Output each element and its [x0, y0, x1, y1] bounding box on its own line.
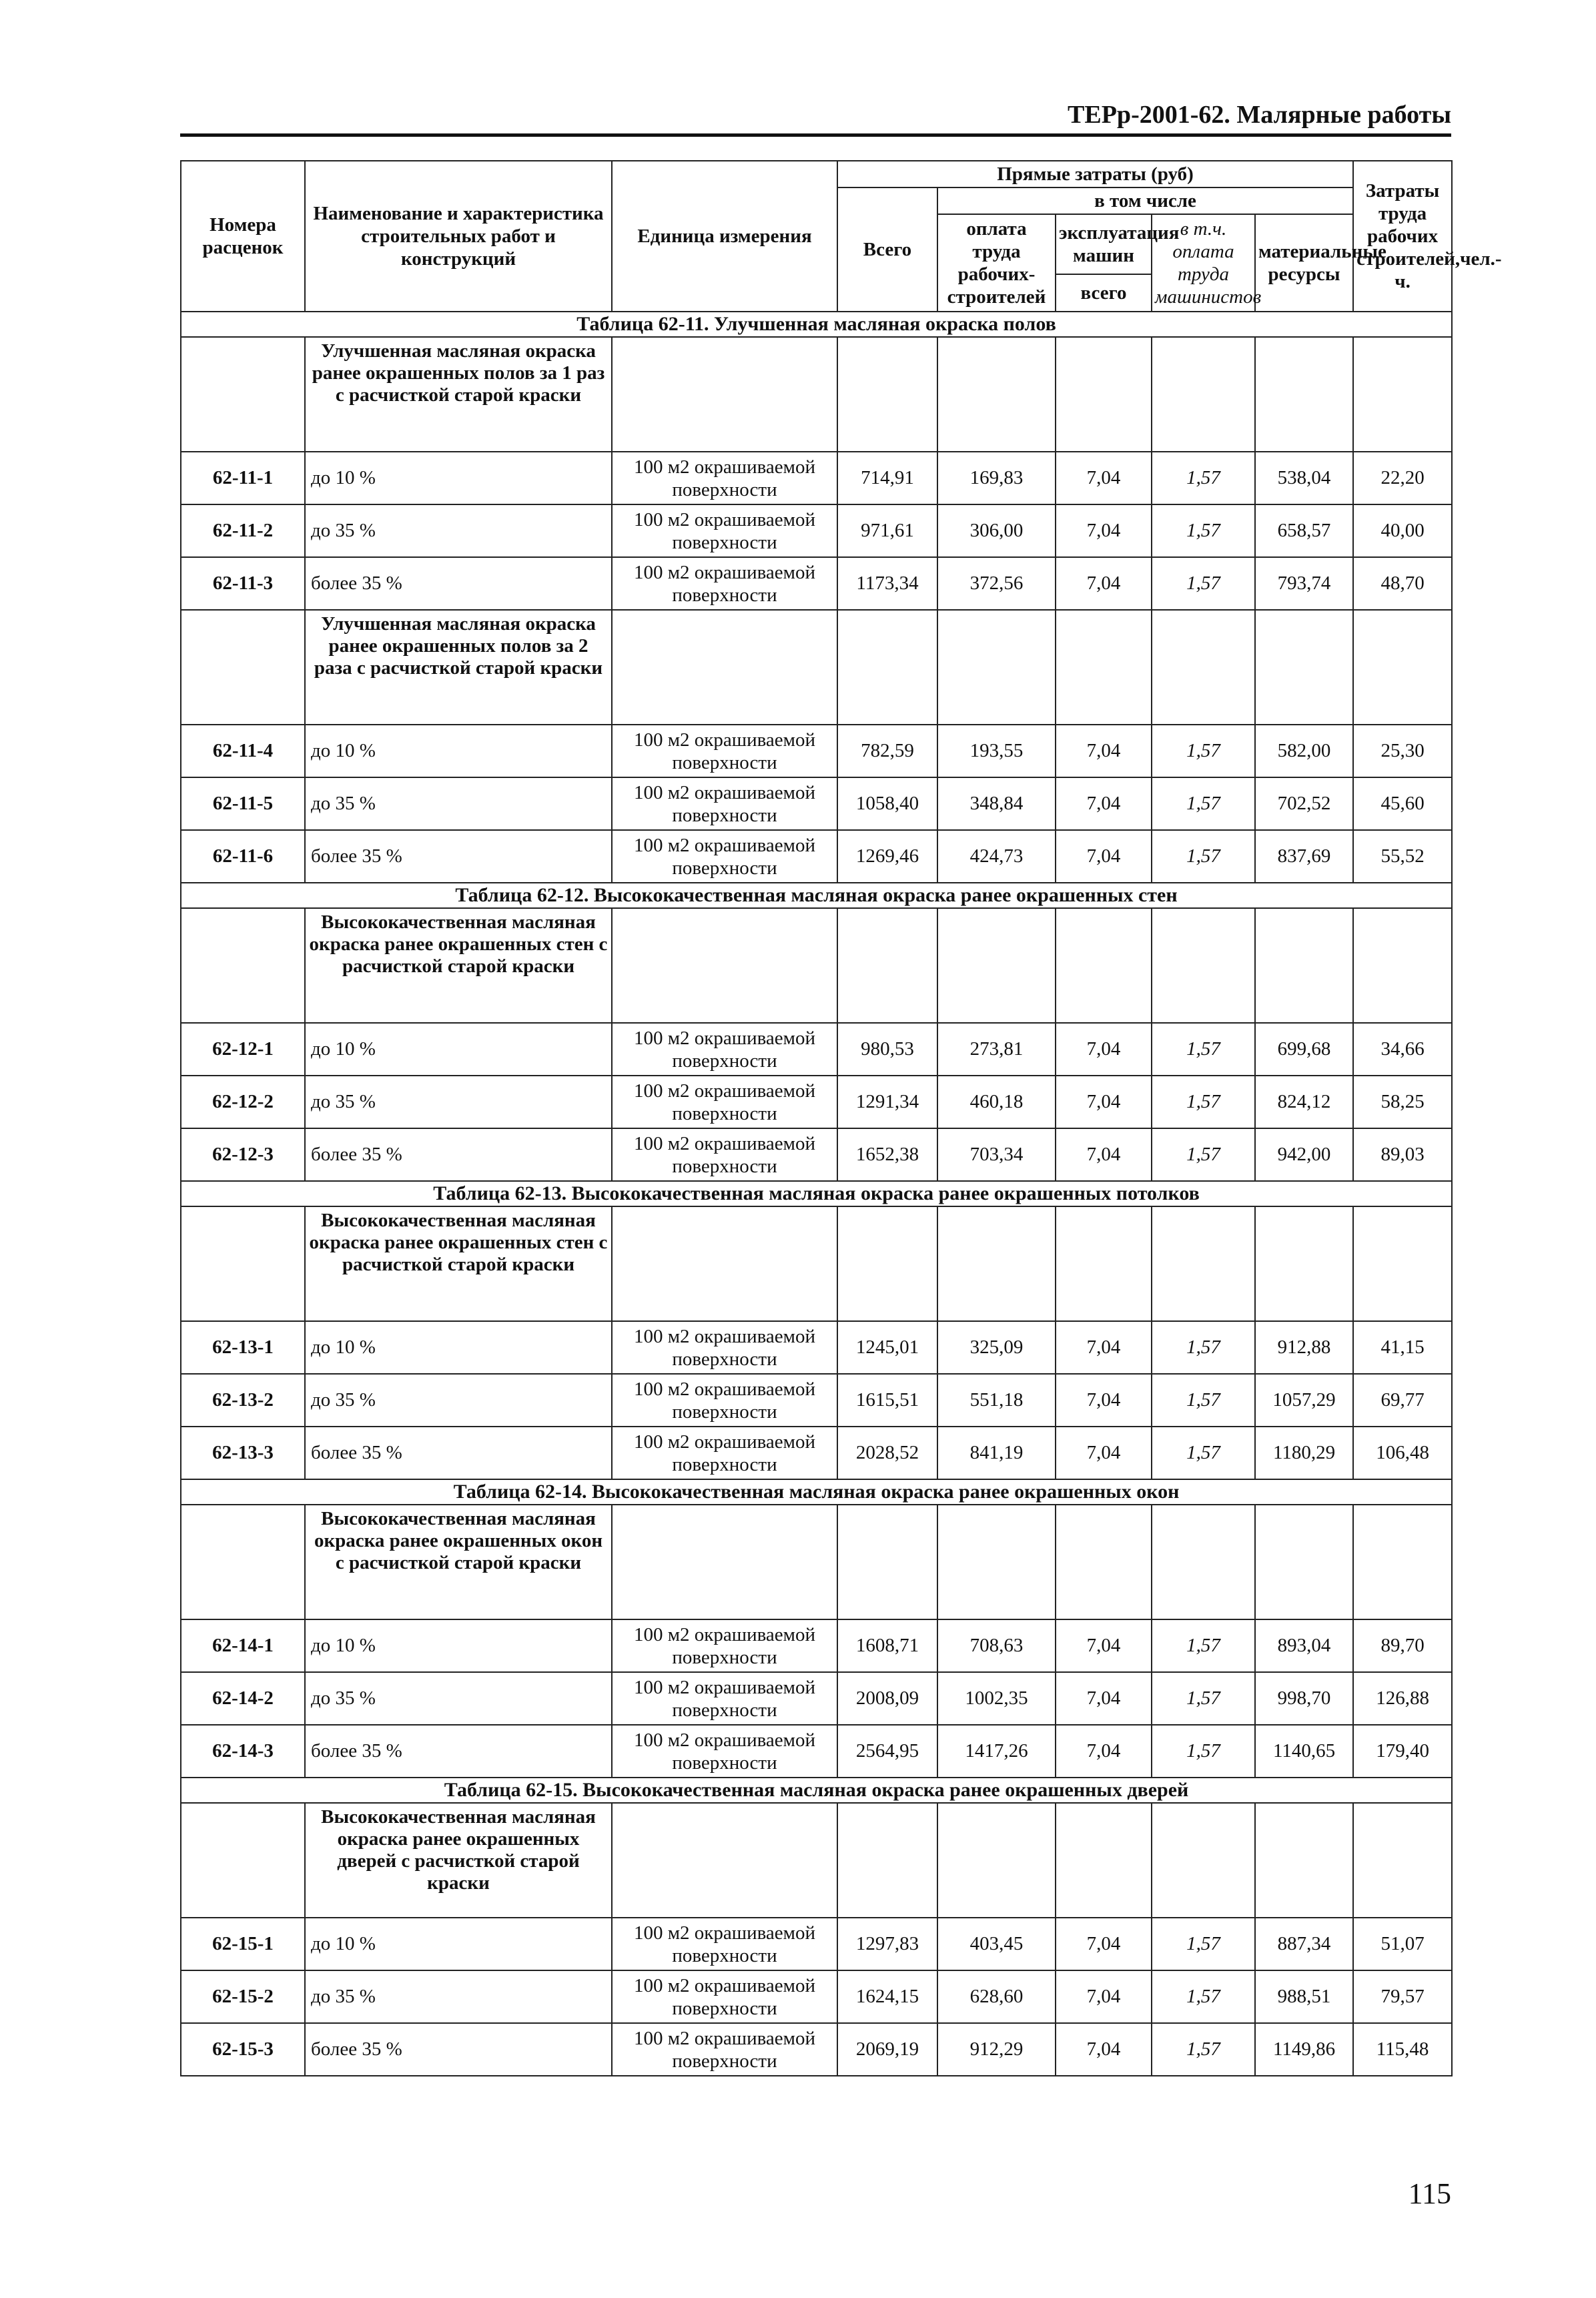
- machinist-pay: 1,57: [1152, 1321, 1255, 1374]
- materials-cost: 1180,29: [1255, 1427, 1353, 1479]
- group-empty-cell: [937, 337, 1056, 452]
- total-cost: 971,61: [837, 504, 937, 557]
- unit-of-measure: 100 м2 окрашиваемой поверхности: [612, 1076, 837, 1128]
- labor-pay: 841,19: [937, 1427, 1056, 1479]
- machinist-pay: 1,57: [1152, 777, 1255, 830]
- table-caption-row: [181, 1778, 1452, 1803]
- materials-cost: 793,74: [1255, 557, 1353, 610]
- group-name: Высококачественная масляная окраска ранее окрашенных дверей с расчисткой старой краски: [305, 1803, 612, 1918]
- group-empty-cell: [1255, 610, 1353, 725]
- materials-cost: 942,00: [1255, 1128, 1353, 1181]
- work-name: более 35 %: [305, 1427, 612, 1479]
- machine-operation: 7,04: [1056, 1374, 1152, 1427]
- table-row: [181, 557, 1452, 610]
- machine-operation: 7,04: [1056, 1023, 1152, 1076]
- labor-pay: 703,34: [937, 1128, 1056, 1181]
- group-empty-cell: [937, 908, 1056, 1023]
- total-cost: 1173,34: [837, 557, 937, 610]
- labor-pay: 1002,35: [937, 1672, 1056, 1725]
- rate-code: 62-12-3: [181, 1128, 305, 1181]
- table-caption-row: [181, 312, 1452, 337]
- header-rule: [180, 133, 1451, 137]
- table-caption: Таблица 62-11. Улучшенная масляная окраска полов: [181, 312, 1452, 337]
- machine-operation: 7,04: [1056, 1725, 1152, 1778]
- unit-of-measure: 100 м2 окрашиваемой поверхности: [612, 1619, 837, 1672]
- group-empty-cell: [612, 1206, 837, 1321]
- group-empty-cell: [1056, 1505, 1152, 1619]
- unit-of-measure: 100 м2 окрашиваемой поверхности: [612, 1128, 837, 1181]
- table-caption: Таблица 62-12. Высококачественная масляная окраска ранее окрашенных стен: [181, 883, 1452, 908]
- machinist-pay: 1,57: [1152, 1970, 1255, 2023]
- total-cost: 714,91: [837, 452, 937, 504]
- labor-hours: 48,70: [1353, 557, 1452, 610]
- labor-pay: 273,81: [937, 1023, 1056, 1076]
- labor-pay: 348,84: [937, 777, 1056, 830]
- unit-of-measure: 100 м2 окрашиваемой поверхности: [612, 1427, 837, 1479]
- work-name: до 10 %: [305, 1619, 612, 1672]
- total-cost: 1297,83: [837, 1918, 937, 1970]
- unit-of-measure: 100 м2 окрашиваемой поверхности: [612, 1023, 837, 1076]
- machinist-pay: 1,57: [1152, 2023, 1255, 2076]
- total-cost: 1058,40: [837, 777, 937, 830]
- machine-operation: 7,04: [1056, 2023, 1152, 2076]
- col-direct-costs-header: Прямые затраты (руб): [837, 161, 1353, 187]
- group-name: Улучшенная масляная окраска ранее окрашенных полов за 2 раза с расчисткой старой краски: [305, 610, 612, 725]
- page-number: 115: [1408, 2177, 1451, 2210]
- work-name: до 10 %: [305, 452, 612, 504]
- group-empty-cell: [1255, 1206, 1353, 1321]
- labor-hours: 179,40: [1353, 1725, 1452, 1778]
- rate-code: 62-13-2: [181, 1374, 305, 1427]
- col-machinist-pay-header: в т.ч. оплата труда машинистов: [1152, 214, 1255, 312]
- materials-cost: 582,00: [1255, 725, 1353, 777]
- work-name: до 35 %: [305, 504, 612, 557]
- work-name: более 35 %: [305, 2023, 612, 2076]
- group-code-cell: [181, 1206, 305, 1321]
- page-header-title: ТЕРр-2001-62. Малярные работы: [1068, 101, 1451, 129]
- labor-pay: 551,18: [937, 1374, 1056, 1427]
- work-name: до 35 %: [305, 777, 612, 830]
- group-empty-cell: [1353, 610, 1452, 725]
- col-code-header: Номера расценок: [181, 161, 305, 312]
- col-materials-header: материальные ресурсы: [1255, 214, 1353, 312]
- rate-code: 62-15-1: [181, 1918, 305, 1970]
- machinist-pay: 1,57: [1152, 1076, 1255, 1128]
- materials-cost: 1057,29: [1255, 1374, 1353, 1427]
- col-labor-costs-header: Затраты труда рабочих строителей,чел.-ч.: [1353, 161, 1452, 312]
- machine-operation: 7,04: [1056, 452, 1152, 504]
- group-empty-cell: [1152, 1206, 1255, 1321]
- work-name: до 35 %: [305, 1672, 612, 1725]
- table-row: [181, 1427, 1452, 1479]
- table-row: [181, 1970, 1452, 2023]
- total-cost: 2008,09: [837, 1672, 937, 1725]
- materials-cost: 988,51: [1255, 1970, 1353, 2023]
- rate-code: 62-15-3: [181, 2023, 305, 2076]
- group-name: Высококачественная масляная окраска ранее окрашенных окон с расчисткой старой краски: [305, 1505, 612, 1619]
- group-name: Улучшенная масляная окраска ранее окрашенных полов за 1 раз с расчисткой старой краски: [305, 337, 612, 452]
- labor-pay: 325,09: [937, 1321, 1056, 1374]
- total-cost: 2028,52: [837, 1427, 937, 1479]
- col-total-header: Всего: [837, 187, 937, 312]
- group-code-cell: [181, 908, 305, 1023]
- table-row: [181, 1321, 1452, 1374]
- materials-cost: 1149,86: [1255, 2023, 1353, 2076]
- total-cost: 782,59: [837, 725, 937, 777]
- labor-hours: 79,57: [1353, 1970, 1452, 2023]
- labor-hours: 126,88: [1353, 1672, 1452, 1725]
- unit-of-measure: 100 м2 окрашиваемой поверхности: [612, 1374, 837, 1427]
- labor-pay: 306,00: [937, 504, 1056, 557]
- total-cost: 1624,15: [837, 1970, 937, 2023]
- materials-cost: 702,52: [1255, 777, 1353, 830]
- machine-operation: 7,04: [1056, 1918, 1152, 1970]
- group-empty-cell: [837, 1505, 937, 1619]
- group-empty-cell: [612, 908, 837, 1023]
- table-row: [181, 1023, 1452, 1076]
- group-empty-cell: [837, 908, 937, 1023]
- materials-cost: 1140,65: [1255, 1725, 1353, 1778]
- table-row: [181, 777, 1452, 830]
- table-caption: Таблица 62-13. Высококачественная масляная окраска ранее окрашенных потолков: [181, 1181, 1452, 1206]
- machine-operation: 7,04: [1056, 1321, 1152, 1374]
- group-empty-cell: [1056, 1206, 1152, 1321]
- table-caption: Таблица 62-15. Высококачественная масляная окраска ранее окрашенных дверей: [181, 1778, 1452, 1803]
- machine-operation: 7,04: [1056, 504, 1152, 557]
- rates-table: [180, 160, 1502, 2076]
- table-caption: Таблица 62-14. Высококачественная масляная окраска ранее окрашенных окон: [181, 1479, 1452, 1505]
- unit-of-measure: 100 м2 окрашиваемой поверхности: [612, 725, 837, 777]
- group-empty-cell: [937, 1803, 1056, 1918]
- machine-operation: 7,04: [1056, 725, 1152, 777]
- machinist-pay: 1,57: [1152, 1619, 1255, 1672]
- labor-hours: 106,48: [1353, 1427, 1452, 1479]
- unit-of-measure: 100 м2 окрашиваемой поверхности: [612, 452, 837, 504]
- rate-code: 62-14-3: [181, 1725, 305, 1778]
- machine-operation: 7,04: [1056, 777, 1152, 830]
- machine-operation: 7,04: [1056, 1427, 1152, 1479]
- work-name: более 35 %: [305, 830, 612, 883]
- unit-of-measure: 100 м2 окрашиваемой поверхности: [612, 1970, 837, 2023]
- total-cost: 1291,34: [837, 1076, 937, 1128]
- col-machine-total-header: всего: [1056, 274, 1152, 312]
- materials-cost: 538,04: [1255, 452, 1353, 504]
- group-empty-cell: [1056, 610, 1152, 725]
- col-unit-header: Единица измерения: [612, 161, 837, 312]
- group-empty-cell: [1152, 610, 1255, 725]
- machine-operation: 7,04: [1056, 1970, 1152, 2023]
- table-caption-row: [181, 1479, 1452, 1505]
- group-empty-cell: [1353, 1803, 1452, 1918]
- labor-hours: 55,52: [1353, 830, 1452, 883]
- table-row: [181, 2023, 1452, 2076]
- rate-code: 62-11-4: [181, 725, 305, 777]
- unit-of-measure: 100 м2 окрашиваемой поверхности: [612, 1321, 837, 1374]
- machine-operation: 7,04: [1056, 830, 1152, 883]
- col-including-header: в том числе: [937, 187, 1353, 214]
- total-cost: 1269,46: [837, 830, 937, 883]
- table-row: [181, 1672, 1452, 1725]
- col-machine-operation-header: эксплуатация машин: [1056, 214, 1152, 274]
- table-caption-row: [181, 883, 1452, 908]
- labor-hours: 34,66: [1353, 1023, 1452, 1076]
- unit-of-measure: 100 м2 окрашиваемой поверхности: [612, 777, 837, 830]
- group-empty-cell: [1152, 1505, 1255, 1619]
- group-empty-cell: [837, 1206, 937, 1321]
- machinist-pay: 1,57: [1152, 1725, 1255, 1778]
- materials-cost: 837,69: [1255, 830, 1353, 883]
- materials-cost: 658,57: [1255, 504, 1353, 557]
- col-labor-pay-header: оплата труда рабочих-строителей: [937, 214, 1056, 312]
- group-empty-cell: [612, 1803, 837, 1918]
- machinist-pay: 1,57: [1152, 1427, 1255, 1479]
- labor-hours: 51,07: [1353, 1918, 1452, 1970]
- total-cost: 1608,71: [837, 1619, 937, 1672]
- labor-pay: 912,29: [937, 2023, 1056, 2076]
- machinist-pay: 1,57: [1152, 452, 1255, 504]
- work-name: до 10 %: [305, 1321, 612, 1374]
- group-code-cell: [181, 1505, 305, 1619]
- group-empty-cell: [1152, 337, 1255, 452]
- table-row: [181, 1374, 1452, 1427]
- materials-cost: 887,34: [1255, 1918, 1353, 1970]
- group-empty-cell: [1056, 337, 1152, 452]
- group-name: Высококачественная масляная окраска ранее окрашенных стен с расчисткой старой краски: [305, 1206, 612, 1321]
- work-name: до 35 %: [305, 1076, 612, 1128]
- group-empty-cell: [837, 337, 937, 452]
- group-name: Высококачественная масляная окраска ранее окрашенных стен с расчисткой старой краски: [305, 908, 612, 1023]
- table-row: [181, 1619, 1452, 1672]
- labor-hours: 22,20: [1353, 452, 1452, 504]
- unit-of-measure: 100 м2 окрашиваемой поверхности: [612, 557, 837, 610]
- labor-hours: 69,77: [1353, 1374, 1452, 1427]
- labor-pay: 193,55: [937, 725, 1056, 777]
- group-empty-cell: [837, 610, 937, 725]
- rate-code: 62-14-2: [181, 1672, 305, 1725]
- rate-code: 62-13-3: [181, 1427, 305, 1479]
- group-empty-cell: [1255, 1803, 1353, 1918]
- machine-operation: 7,04: [1056, 1128, 1152, 1181]
- unit-of-measure: 100 м2 окрашиваемой поверхности: [612, 504, 837, 557]
- total-cost: 1615,51: [837, 1374, 937, 1427]
- group-code-cell: [181, 1803, 305, 1918]
- labor-hours: 25,30: [1353, 725, 1452, 777]
- rate-code: 62-14-1: [181, 1619, 305, 1672]
- group-empty-cell: [1353, 337, 1452, 452]
- labor-pay: 708,63: [937, 1619, 1056, 1672]
- materials-cost: 893,04: [1255, 1619, 1353, 1672]
- rate-code: 62-12-2: [181, 1076, 305, 1128]
- machinist-pay: 1,57: [1152, 504, 1255, 557]
- work-name: более 35 %: [305, 1128, 612, 1181]
- rate-code: 62-11-6: [181, 830, 305, 883]
- materials-cost: 824,12: [1255, 1076, 1353, 1128]
- group-empty-cell: [1056, 1803, 1152, 1918]
- table-row: [181, 452, 1452, 504]
- labor-hours: 89,03: [1353, 1128, 1452, 1181]
- labor-pay: 169,83: [937, 452, 1056, 504]
- work-name: до 10 %: [305, 1023, 612, 1076]
- table-row: [181, 1076, 1452, 1128]
- table-row: [181, 1918, 1452, 1970]
- machinist-pay: 1,57: [1152, 830, 1255, 883]
- materials-cost: 699,68: [1255, 1023, 1353, 1076]
- work-name: до 10 %: [305, 725, 612, 777]
- group-empty-cell: [612, 610, 837, 725]
- materials-cost: 912,88: [1255, 1321, 1353, 1374]
- group-empty-cell: [1056, 908, 1152, 1023]
- rate-code: 62-11-5: [181, 777, 305, 830]
- group-header-row: [181, 1505, 1452, 1619]
- unit-of-measure: 100 м2 окрашиваемой поверхности: [612, 1672, 837, 1725]
- group-empty-cell: [1353, 1505, 1452, 1619]
- materials-cost: 998,70: [1255, 1672, 1353, 1725]
- labor-hours: 58,25: [1353, 1076, 1452, 1128]
- table-row: [181, 830, 1452, 883]
- table-header: [181, 161, 1502, 312]
- group-empty-cell: [937, 1206, 1056, 1321]
- labor-hours: 89,70: [1353, 1619, 1452, 1672]
- total-cost: 2069,19: [837, 2023, 937, 2076]
- rate-code: 62-11-1: [181, 452, 305, 504]
- group-code-cell: [181, 337, 305, 452]
- labor-pay: 372,56: [937, 557, 1056, 610]
- total-cost: 980,53: [837, 1023, 937, 1076]
- col-name-header: Наименование и характеристика строительных работ и конструкций: [305, 161, 612, 312]
- machine-operation: 7,04: [1056, 1076, 1152, 1128]
- group-empty-cell: [1255, 1505, 1353, 1619]
- table-row: [181, 725, 1452, 777]
- group-empty-cell: [937, 1505, 1056, 1619]
- work-name: до 10 %: [305, 1918, 612, 1970]
- rate-code: 62-11-2: [181, 504, 305, 557]
- work-name: более 35 %: [305, 1725, 612, 1778]
- unit-of-measure: 100 м2 окрашиваемой поверхности: [612, 1918, 837, 1970]
- group-code-cell: [181, 610, 305, 725]
- machinist-pay: 1,57: [1152, 1918, 1255, 1970]
- machine-operation: 7,04: [1056, 1619, 1152, 1672]
- group-empty-cell: [837, 1803, 937, 1918]
- group-header-row: [181, 1803, 1452, 1918]
- table-row: [181, 504, 1452, 557]
- rate-code: 62-15-2: [181, 1970, 305, 2023]
- group-empty-cell: [937, 610, 1056, 725]
- total-cost: 1652,38: [837, 1128, 937, 1181]
- group-empty-cell: [1353, 1206, 1452, 1321]
- rate-code: 62-12-1: [181, 1023, 305, 1076]
- rate-code: 62-11-3: [181, 557, 305, 610]
- group-header-row: [181, 1206, 1452, 1321]
- total-cost: 1245,01: [837, 1321, 937, 1374]
- labor-hours: 45,60: [1353, 777, 1452, 830]
- group-empty-cell: [1255, 908, 1353, 1023]
- labor-pay: 403,45: [937, 1918, 1056, 1970]
- work-name: до 35 %: [305, 1970, 612, 2023]
- group-empty-cell: [1255, 337, 1353, 452]
- group-empty-cell: [612, 337, 837, 452]
- machinist-pay: 1,57: [1152, 1374, 1255, 1427]
- labor-hours: 115,48: [1353, 2023, 1452, 2076]
- table-body: [181, 312, 1452, 2076]
- labor-pay: 424,73: [937, 830, 1056, 883]
- group-header-row: [181, 908, 1452, 1023]
- table-row: [181, 1128, 1452, 1181]
- table-caption-row: [181, 1181, 1452, 1206]
- total-cost: 2564,95: [837, 1725, 937, 1778]
- unit-of-measure: 100 м2 окрашиваемой поверхности: [612, 2023, 837, 2076]
- group-empty-cell: [1152, 908, 1255, 1023]
- machine-operation: 7,04: [1056, 1672, 1152, 1725]
- group-header-row: [181, 610, 1452, 725]
- machinist-pay: 1,57: [1152, 725, 1255, 777]
- machinist-pay: 1,57: [1152, 1023, 1255, 1076]
- group-empty-cell: [1152, 1803, 1255, 1918]
- labor-pay: 460,18: [937, 1076, 1056, 1128]
- labor-pay: 628,60: [937, 1970, 1056, 2023]
- machinist-pay: 1,57: [1152, 1672, 1255, 1725]
- labor-hours: 40,00: [1353, 504, 1452, 557]
- machine-operation: 7,04: [1056, 557, 1152, 610]
- labor-hours: 41,15: [1353, 1321, 1452, 1374]
- rate-code: 62-13-1: [181, 1321, 305, 1374]
- labor-pay: 1417,26: [937, 1725, 1056, 1778]
- table-row: [181, 1725, 1452, 1778]
- work-name: до 35 %: [305, 1374, 612, 1427]
- unit-of-measure: 100 м2 окрашиваемой поверхности: [612, 1725, 837, 1778]
- machinist-pay: 1,57: [1152, 1128, 1255, 1181]
- work-name: более 35 %: [305, 557, 612, 610]
- group-empty-cell: [1353, 908, 1452, 1023]
- unit-of-measure: 100 м2 окрашиваемой поверхности: [612, 830, 837, 883]
- machinist-pay: 1,57: [1152, 557, 1255, 610]
- group-header-row: [181, 337, 1452, 452]
- group-empty-cell: [612, 1505, 837, 1619]
